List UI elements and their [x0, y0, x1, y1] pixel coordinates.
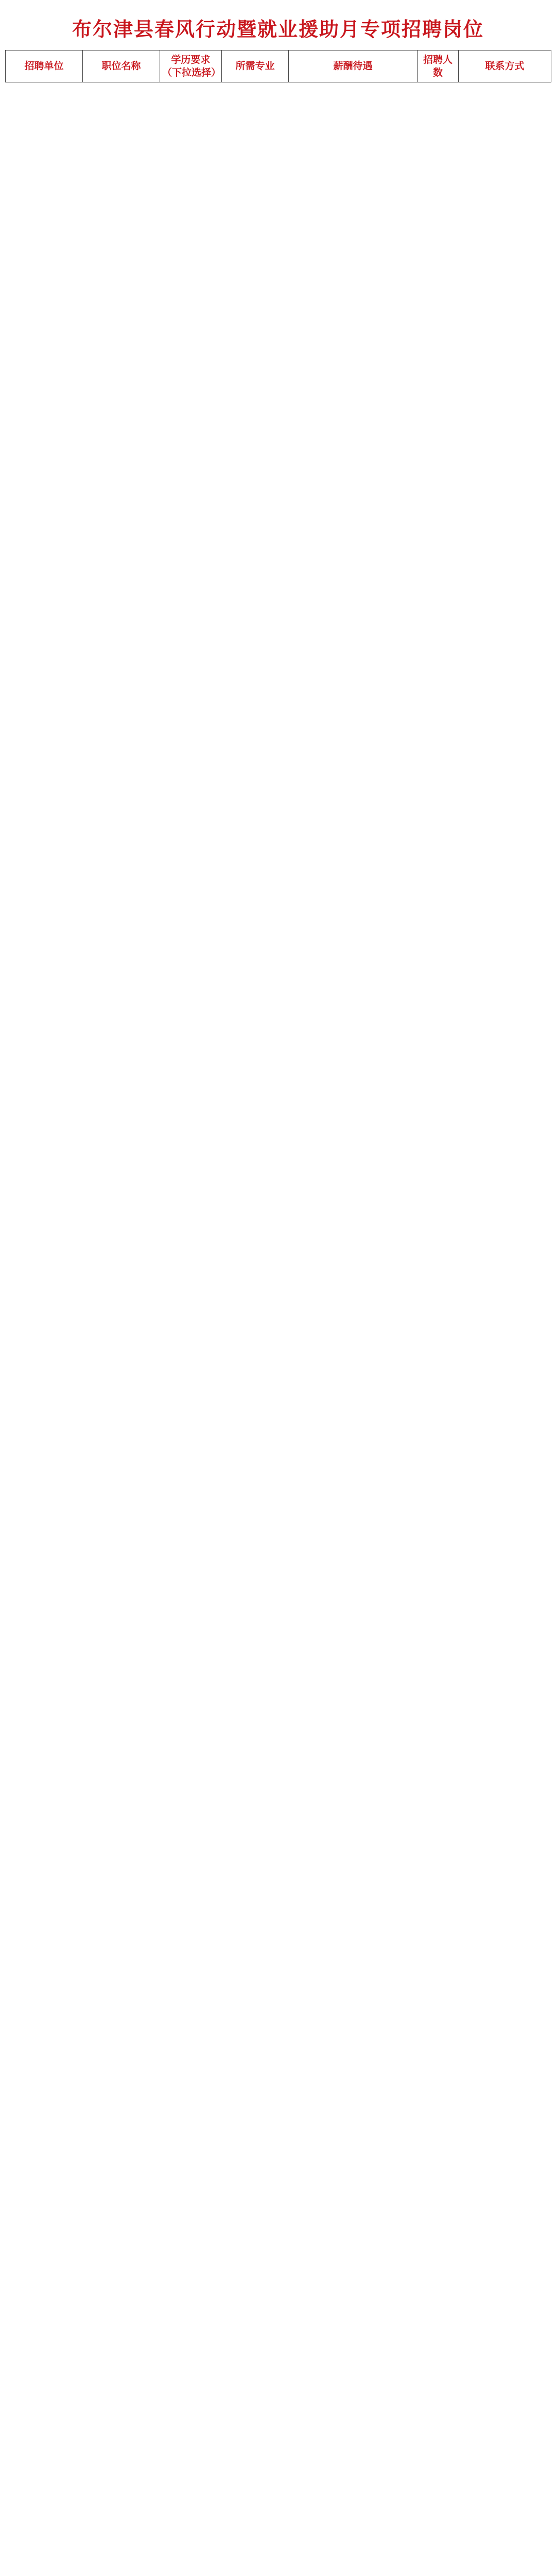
table-header: [6, 50, 551, 82]
page-title: 布尔津县春风行动暨就业援助月专项招聘岗位: [72, 18, 484, 41]
header-major: 所需专业: [222, 50, 289, 82]
header-salary: 薪酬待遇: [289, 50, 418, 82]
recruitment-page: [5, 0, 551, 82]
header-position: 职位名称: [83, 50, 160, 82]
job-table: [5, 50, 551, 82]
header-company: 招聘单位: [6, 50, 83, 82]
header-headcount: 招聘人数: [418, 50, 459, 82]
header-education: 学历要求（下拉选择）: [160, 50, 222, 82]
header-contact: 联系方式: [459, 50, 551, 82]
